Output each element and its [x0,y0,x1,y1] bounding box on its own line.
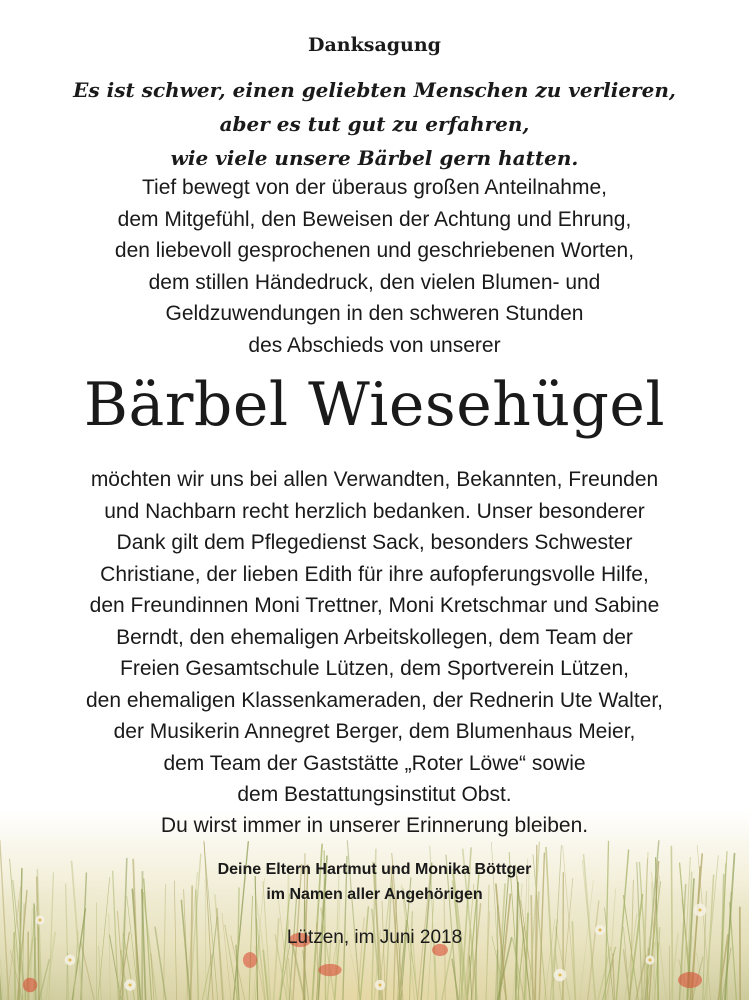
intro-line: Geldzuwendungen in den schweren Stunden [165,302,584,325]
intro-line: dem stillen Händedruck, den vielen Blumen- und [148,270,601,294]
notice-heading: Danksagung [308,34,441,56]
intro-line: Tief bewegt von der überaus großen Anteilnahme, [141,176,607,199]
intro-paragraph [0,172,749,361]
intro-line: den liebevoll gesprochenen und geschriebenen Worten, [114,239,635,262]
signature-line: im Namen aller Angehörigen [266,886,483,903]
thanks-line: den Freundinnen Moni Trettner, Moni Kretschmar und Sabine [89,594,660,617]
thanks-line: dem Team der Gaststätte „Roter Löwe“ sowie [163,751,586,775]
quote-line: wie viele unsere Bärbel gern hatten. [170,146,579,170]
signature-block [0,857,749,907]
thanks-line: Freien Gesamtschule Lützen, dem Sportverein Lützen, [120,657,629,680]
thanks-line: Dank gilt dem Pflegedienst Sack, besonders Schwester [116,531,633,554]
thanks-line: dem Bestattungsinstitut Obst. [237,783,512,806]
signature-line: Deine Eltern Hartmut und Monika Böttger [217,861,532,878]
quote-line: aber es tut gut zu erfahren, [219,112,530,136]
thanks-line: Christiane, der lieben Edith für ihre aufopferungsvolle Hilfe, [100,562,649,586]
place-date: Lützen, im Juni 2018 [286,927,463,948]
intro-line: des Abschieds von unserer [248,333,501,357]
thanks-line: den ehemaligen Klassenkameraden, der Rednerin Ute Walter, [85,688,664,712]
thanks-line: und Nachbarn recht herzlich bedanken. Unser besonderer [104,499,645,523]
thanks-paragraph [0,464,749,811]
memory-line: Du wirst immer in unserer Erinnerung bleiben. [160,814,589,837]
thanks-line: der Musikerin Annegret Berger, dem Blumenhaus Meier, [113,720,636,743]
thanks-line: Berndt, den ehemaligen Arbeitskollegen, dem Team der [116,625,633,649]
quote-block [0,73,749,175]
quote-line: Es ist schwer, einen geliebten Menschen zu verlieren, [73,78,676,102]
intro-line: dem Mitgefühl, den Beweisen der Achtung und Ehrung, [117,207,632,231]
thanks-line: möchten wir uns bei allen Verwandten, Bekannten, Freunden [90,468,659,491]
deceased-name: Bärbel Wiesehügel [83,370,666,440]
